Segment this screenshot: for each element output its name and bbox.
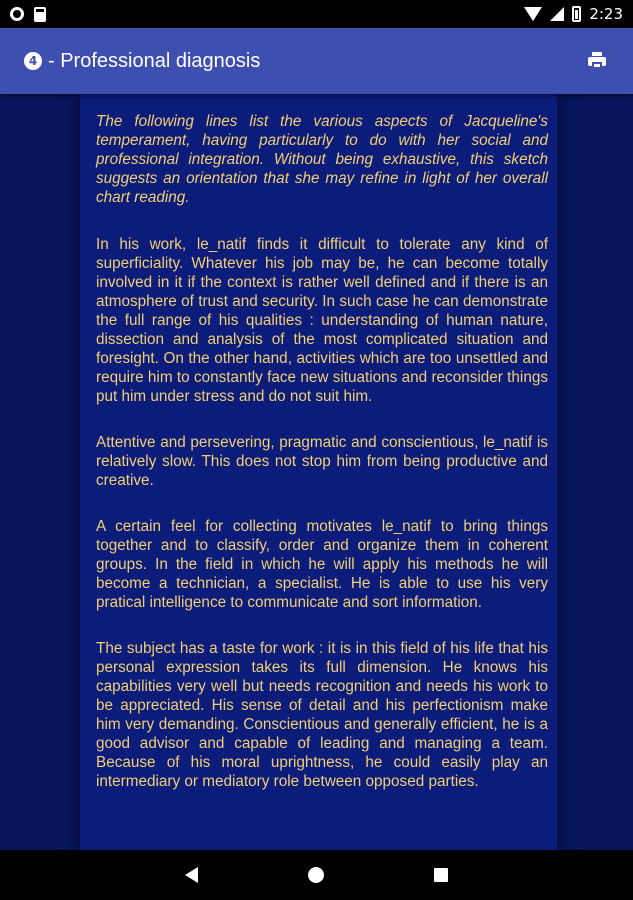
status-time: 2:23 bbox=[589, 5, 623, 23]
status-bar bbox=[0, 0, 633, 28]
sd-card-icon bbox=[34, 7, 46, 22]
recents-icon[interactable] bbox=[434, 868, 448, 882]
print-icon bbox=[592, 52, 602, 56]
print-icon-paper bbox=[592, 62, 602, 69]
status-bar-left bbox=[10, 7, 46, 22]
print-button[interactable] bbox=[587, 50, 609, 72]
number-badge-icon: 4 bbox=[24, 52, 42, 70]
battery-icon bbox=[572, 6, 581, 22]
home-icon[interactable] bbox=[308, 867, 324, 883]
circle-notification-icon bbox=[10, 7, 24, 21]
status-bar-right bbox=[524, 5, 623, 23]
app-bar bbox=[0, 28, 633, 94]
navigation-bar bbox=[0, 850, 633, 900]
paragraph: A certain feel for collecting motivates le_natif to bring things together and to classify, order and organize them in coherent groups. In the field in which he will apply his methods he will become a technician, a specialist. He is able to use his very pratical intelligence to communicate and sort information. bbox=[96, 518, 548, 611]
signal-icon bbox=[550, 7, 564, 21]
diagnosis-content[interactable] bbox=[80, 94, 557, 850]
page-title: - Professional diagnosis bbox=[48, 49, 261, 72]
paragraph: The subject has a taste for work : it is in this field of his life that his personal expression takes its full dimension. He knows his capabilities very well but needs recognition and needs his work to be appreciated. His sense of detail and his perfectionism make him very demanding. Conscientious and generally efficient, he is a good advisor and capable of leading and managing a team. Because of his moral uprightness, he could easily play an intermediary or mediatory role between opposed parties. bbox=[96, 640, 548, 790]
wifi-icon bbox=[524, 7, 542, 21]
intro-text: The following lines list the various aspects of Jacqueline's temperament, having particularly to do with her social and professional integration. Without being exhaustive, this sketch suggests an orientation that she may refine in light of her overall chart reading. bbox=[96, 113, 548, 206]
paragraph: In his work, le_natif finds it difficult to tolerate any kind of superficiality. Whatever his job may be, he can become totally involved in it if the context is rather well defined and if there is an atmosphere of trust and security. In such case he can demonstrate the full range of his qualities : understanding of human nature, dissection and analysis of the most complicated situation and foresight. On the other hand, activities which are too unsettled and require him to constantly face new situations and reconsider things put him under stress and do not suit him. bbox=[96, 236, 548, 405]
paragraph: Attentive and persevering, pragmatic and conscientious, le_natif is relatively slow. This does not stop him from being productive and creative. bbox=[96, 434, 548, 489]
back-icon[interactable] bbox=[185, 867, 198, 883]
